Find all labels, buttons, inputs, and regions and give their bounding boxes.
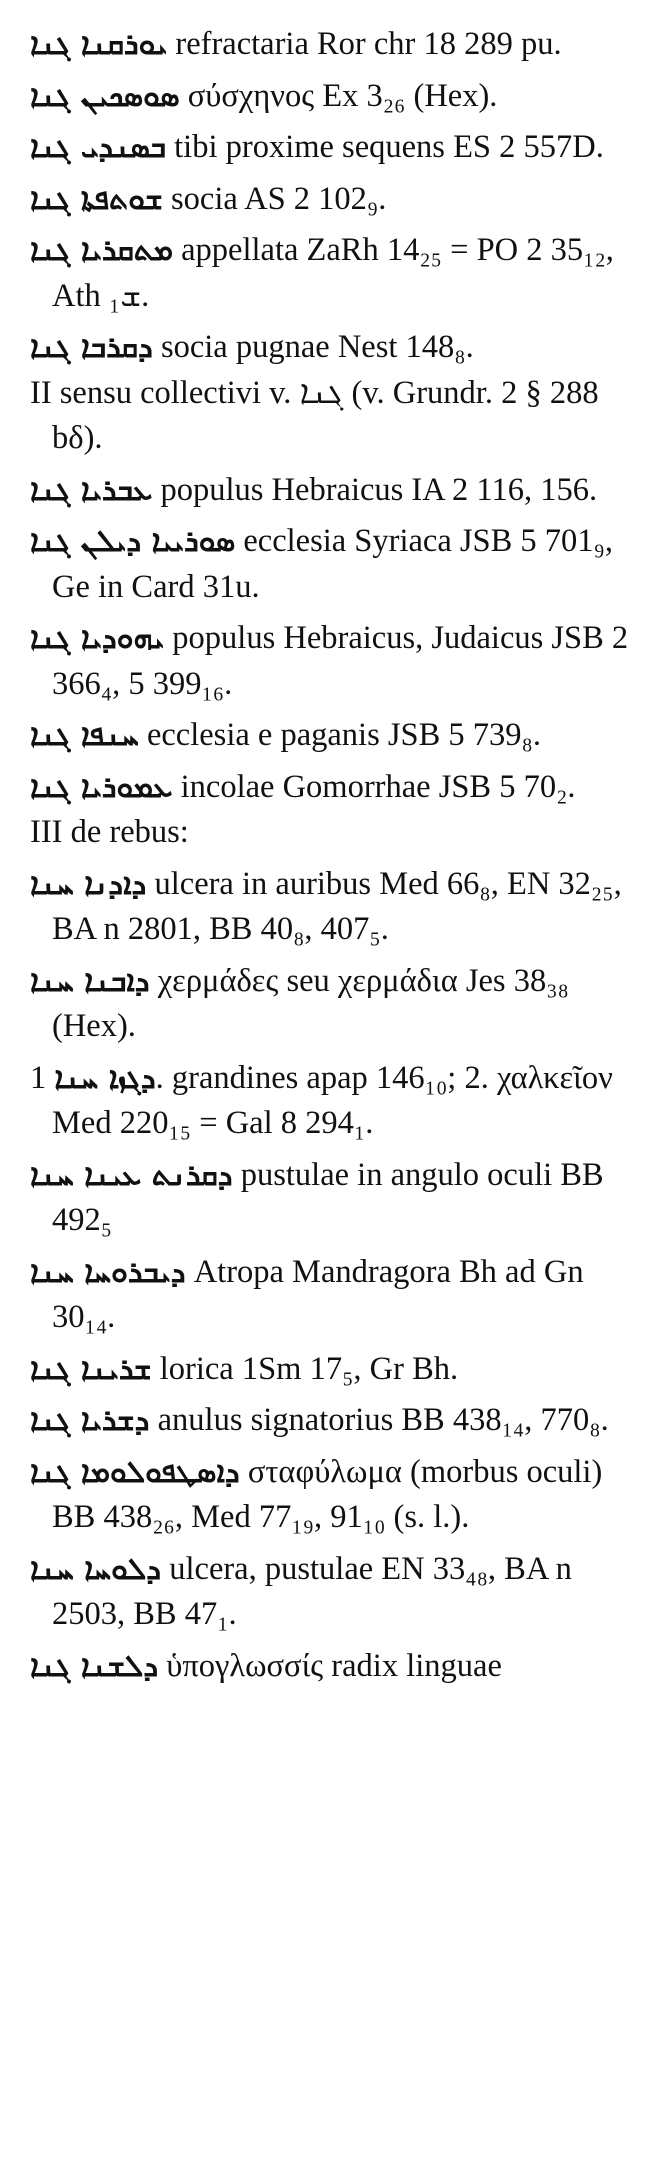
syriac-headword: ܥܡܘܪܝܐ ܓܢܐ xyxy=(30,769,173,805)
entry-text: σταφύλωμα (morbus oculi) BB 438₂₆, Med 77₁₉, 91₁₀ (s. l.). xyxy=(52,1453,603,1535)
entry-6 xyxy=(30,325,629,371)
entry-5 xyxy=(30,228,629,319)
syriac-headword: ܒܣܢܕܝ ܓܢܐ xyxy=(30,130,167,165)
entry-21 xyxy=(30,1450,629,1541)
entry-17 xyxy=(30,1153,629,1244)
entry-text: tibi proxime sequens ES 2 557D. xyxy=(174,129,604,165)
syriac-headword: ܫܪܝܢܐ ܓܢܐ xyxy=(30,1351,152,1387)
syriac-headword: ܝܗܘܕܝܐ ܓܢܐ xyxy=(30,621,165,656)
entry-20 xyxy=(30,1398,629,1444)
entry-text: II sensu collectivi v. ܓܢܐ (v. Grundr. 2 § 288 bδ). xyxy=(30,374,599,456)
entry-11 xyxy=(30,713,629,759)
syriac-headword: ܣܘܣܟܝܢ ܓܢܐ xyxy=(30,78,180,114)
entry-19 xyxy=(30,1347,629,1393)
entry-text: populus Hebraicus, Judaicus JSB 2 366₄, 5 399₁₆. xyxy=(52,620,629,702)
entry-text: populus Hebraicus IA 2 116, 156. xyxy=(160,471,598,508)
entry-text: pustulae in angulo oculi BB 492₅ xyxy=(52,1156,604,1238)
section-heading-III xyxy=(30,810,629,856)
entry-4 xyxy=(30,177,629,223)
syriac-headword: ܕܠܫܢܐ ܓܢܐ xyxy=(30,1648,159,1684)
syriac-headword: ܫܘܬܦܬܐ ܓܢܐ xyxy=(30,181,163,217)
entry-text: III de rebus: xyxy=(30,814,189,850)
entry-text: incolae Gomorrhae JSB 5 70₂. xyxy=(180,768,576,805)
syriac-headword: ܕܫܪܝܐ ܓܢܐ xyxy=(30,1403,150,1438)
entry-18 xyxy=(30,1250,629,1341)
entry-1 xyxy=(30,22,629,68)
syriac-headword: ܚܢܦܐ ܓܢܐ xyxy=(30,718,139,753)
syriac-headword: ܥܒܪܝܐ ܓܢܐ xyxy=(30,472,153,508)
entry-text: ecclesia Syriaca JSB 5 701₉, Ge in Card 31u. xyxy=(52,523,613,605)
entry-10 xyxy=(30,616,629,707)
entry-2 xyxy=(30,74,629,120)
section-heading-II xyxy=(30,371,629,462)
syriac-headword: ܕܩܪܒܐ ܓܢܐ xyxy=(30,330,153,365)
entry-text: appellata ZaRh 14₂₅ = PO 2 35₁₂, Ath ܫ₁. xyxy=(52,232,614,314)
entry-15 xyxy=(30,959,629,1050)
entry-8 xyxy=(30,468,629,514)
syriac-headword: ܕܐܒܢܐ ܚܢܐ xyxy=(30,963,150,999)
entry-text: socia AS 2 102₉. xyxy=(171,180,387,217)
entry-3 xyxy=(30,125,629,171)
entry-14 xyxy=(30,862,629,953)
entry-text: ulcera in auribus Med 66₈, EN 32₂₅, BA n 2801, BB 40₈, 407₅. xyxy=(52,865,622,947)
entry-text: ὑπογλωσσίς radix linguae xyxy=(166,1647,502,1684)
entry-text: χερμάδες seu χερμάδια Jes 38₃₈ (Hex). xyxy=(52,962,569,1044)
entry-23 xyxy=(30,1644,629,1690)
entry-text: anulus signatorius BB 438₁₄, 770₈. xyxy=(157,1402,609,1438)
entry-9 xyxy=(30,519,629,610)
entry-text: ecclesia e paganis JSB 5 739₈. xyxy=(146,717,541,753)
syriac-headword: ܕܠܘܚܐ ܚܢܐ xyxy=(30,1551,162,1587)
entry-12 xyxy=(30,765,629,811)
syriac-headword: ܣܘܪܝܝܐ ܕܝܠܢ ܓܢܐ xyxy=(30,524,236,559)
entry-text: socia pugnae Nest 148₈. xyxy=(160,329,474,365)
entry-text: σύσχηνος Ex 3₂₆ (Hex). xyxy=(187,77,498,114)
entry-text: refractaria Ror chr 18 289 pu. xyxy=(175,26,562,62)
syriac-headword: ܕܐܣܛܦܘܠܘܡܐ ܓܢܐ xyxy=(30,1454,240,1490)
syriac-headword: ܕܩܪܢܬ ܥܝܢܐ ܚܢܐ xyxy=(30,1157,233,1193)
syriac-headword: ܕܐܕܢܐ ܚܢܐ xyxy=(30,866,147,902)
entry-text: Atropa Mandragora Bh ad Gn 30₁₄. xyxy=(52,1253,584,1335)
entry-22 xyxy=(30,1547,629,1638)
entry-text: ulcera, pustulae EN 33₄₈, BA n 2503, BB 47₁. xyxy=(52,1550,572,1632)
syriac-headword: ܝܘܪܩܢܐ ܓܢܐ xyxy=(30,27,168,62)
entry-text: lorica 1Sm 17₅, Gr Bh. xyxy=(159,1350,459,1387)
entry-text: 1. grandines apap 146₁₀; 2. χαλκεῖον Med 220₁₅ = Gal 8 294₁. xyxy=(30,1059,613,1141)
syriac-headword: ܕܓܙܐ ܚܢܐ xyxy=(54,1060,156,1096)
syriac-headword: ܡܬܩܪܝܐ ܓܢܐ xyxy=(30,233,173,268)
syriac-headword: ܕܝܒܪܘܚܐ ܚܢܐ xyxy=(30,1254,186,1290)
entry-16 xyxy=(30,1056,629,1147)
